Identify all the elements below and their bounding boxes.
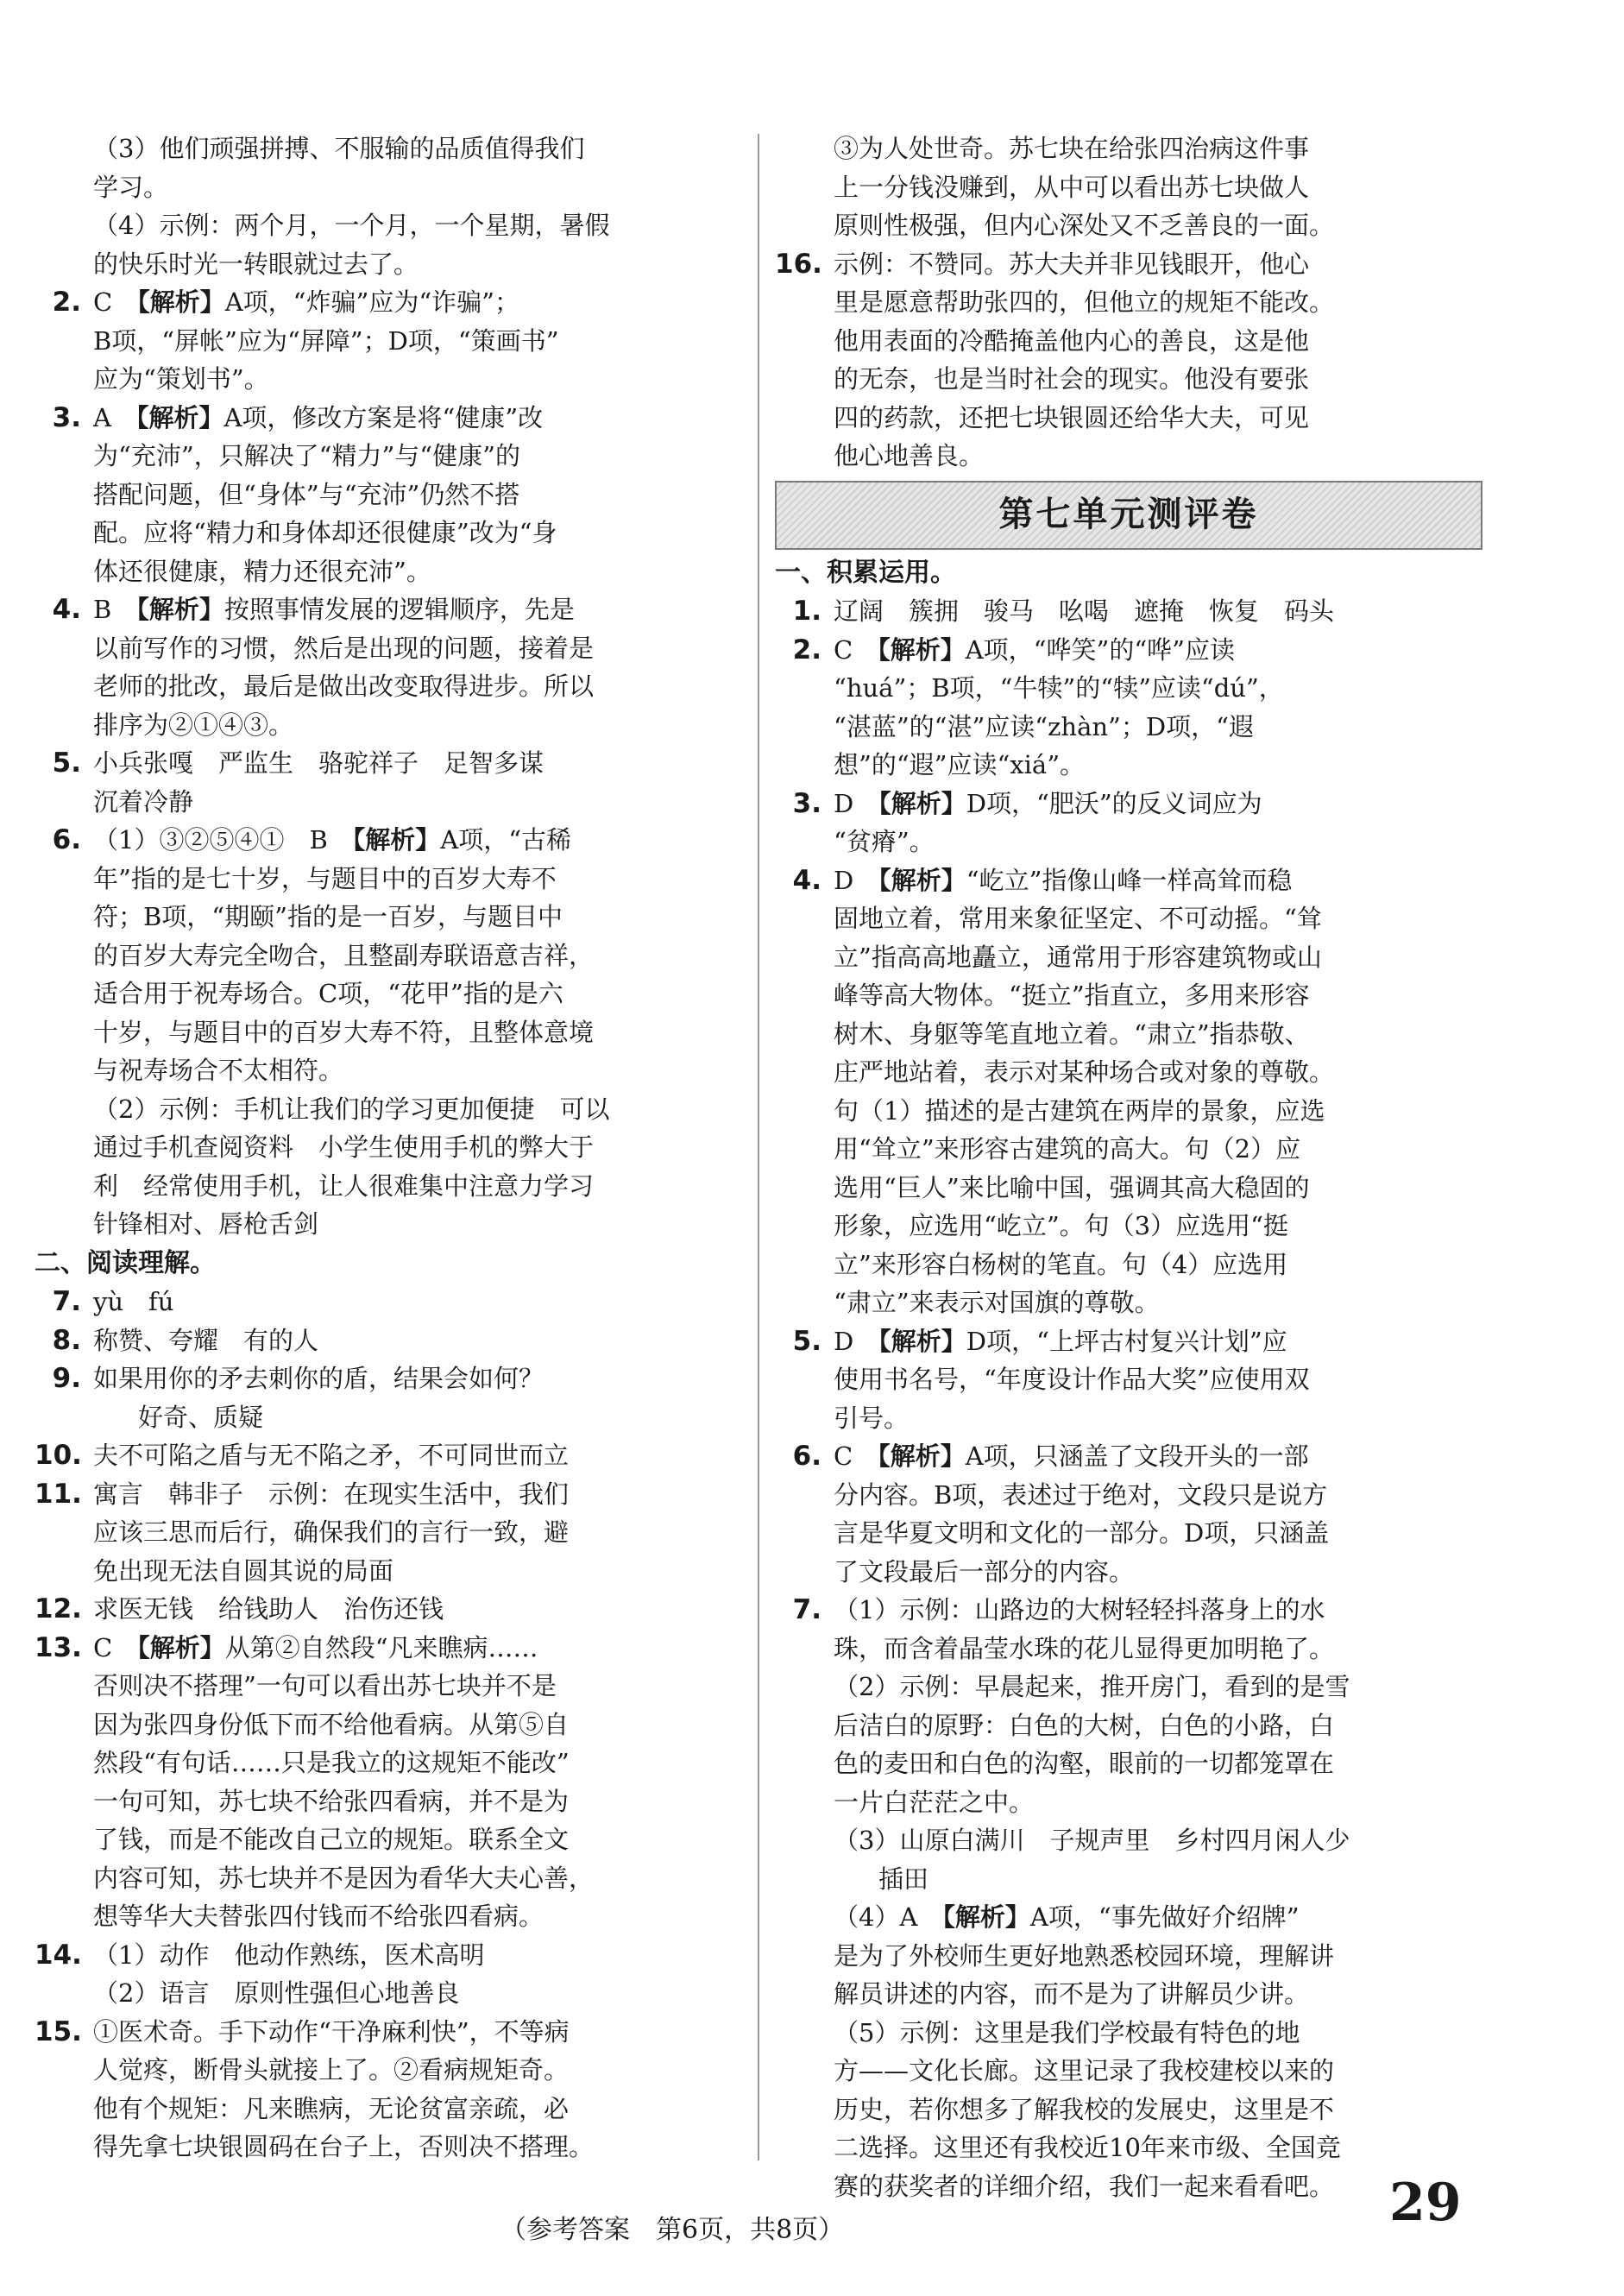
answer-text: 学习。 bbox=[93, 172, 169, 202]
answer-text: 为“充沛”，只解决了“精力”与“健康”的 bbox=[93, 441, 520, 470]
question-number: 12. bbox=[35, 1593, 82, 1624]
answer-line bbox=[35, 514, 751, 552]
answer-text: 年”指的是七十岁，与题目中的百岁大寿不 bbox=[93, 863, 557, 893]
answer-text: 分内容。B项，表述过于绝对，文段只是说方 bbox=[834, 1479, 1328, 1510]
answer-text: C 【解析】A项，只涵盖了文段开头的一部 bbox=[834, 1441, 1309, 1471]
answer-line bbox=[775, 1092, 1482, 1131]
answer-text: 一句可知，苏七块不给张四看病，并不是为 bbox=[93, 1786, 570, 1816]
section-heading bbox=[775, 553, 1482, 593]
answer-line bbox=[775, 746, 1482, 785]
answer-item bbox=[775, 1591, 1482, 1630]
answer-text: ①医术奇。手下动作“干净麻利快”，不等病 bbox=[93, 2016, 570, 2047]
answer-item bbox=[35, 2013, 751, 2052]
analysis-marker: 【解析】 bbox=[137, 287, 225, 317]
answer-line bbox=[35, 1051, 751, 1090]
question-number: 4. bbox=[792, 864, 821, 896]
answer-line bbox=[35, 168, 751, 207]
answer-line bbox=[775, 708, 1482, 747]
left-column bbox=[35, 129, 751, 2167]
answer-line bbox=[35, 783, 751, 822]
question-number: 8. bbox=[52, 1324, 81, 1356]
answer-text: 好奇、质疑 bbox=[138, 1402, 264, 1432]
answer-item bbox=[35, 1590, 751, 1629]
analysis-marker: 【解析】 bbox=[878, 865, 966, 895]
answer-text: 应为“策划书”。 bbox=[93, 364, 269, 394]
answer-text: 否则决不搭理”一句可以看出苏七块并不是 bbox=[93, 1671, 557, 1700]
answer-line bbox=[35, 1859, 751, 1898]
answer-text: （1）③②⑤④① B 【解析】A项，“古稀 bbox=[93, 825, 572, 855]
answer-line bbox=[35, 1974, 751, 2013]
answer-line bbox=[775, 1630, 1482, 1668]
question-number: 6. bbox=[52, 824, 81, 855]
answer-line bbox=[35, 1205, 751, 1244]
answer-line bbox=[775, 1207, 1482, 1246]
answer-text: 免出现无法自圆其说的局面 bbox=[93, 1555, 394, 1586]
answer-line bbox=[775, 2091, 1482, 2129]
answer-line bbox=[775, 1514, 1482, 1553]
answer-text: 称赞、夸耀 有的人 bbox=[93, 1325, 319, 1355]
answer-line bbox=[35, 1782, 751, 1821]
answer-text: 引号。 bbox=[834, 1403, 910, 1433]
answer-text: （2）示例：早晨起来，推开房门，看到的是雪 bbox=[834, 1672, 1350, 1701]
answer-line bbox=[775, 1360, 1482, 1399]
answer-line bbox=[775, 1246, 1482, 1284]
answer-text: 历史，若你想多了解我校的发展史，这里是不 bbox=[834, 2094, 1335, 2124]
answer-item bbox=[775, 592, 1482, 631]
question-number: 7. bbox=[792, 1594, 821, 1625]
answer-text: 言是华夏文明和文化的一部分。D项，只涵盖 bbox=[834, 1518, 1330, 1548]
answer-text: （4）示例：两个月，一个月，一个星期，暑假 bbox=[93, 211, 610, 240]
answer-line bbox=[35, 898, 751, 937]
answer-line bbox=[35, 1013, 751, 1052]
question-number: 11. bbox=[35, 1478, 82, 1510]
answer-text: B 【解析】按照事情发展的逻辑顺序，先是 bbox=[93, 595, 575, 624]
answer-line bbox=[775, 2129, 1482, 2167]
answer-item bbox=[35, 1936, 751, 1975]
question-number: 7. bbox=[52, 1286, 81, 1317]
answer-line bbox=[775, 1553, 1482, 1592]
answer-text: 符；B项，“期颐”指的是一百岁，与题目中 bbox=[93, 902, 563, 931]
answer-text: 四的药款，还把七块银圆还给华大夫，可见 bbox=[834, 402, 1310, 432]
answer-text: D 【解析】D项，“肥沃”的反义词应为 bbox=[834, 788, 1262, 818]
answer-line bbox=[775, 1860, 1482, 1899]
answer-item bbox=[35, 1359, 751, 1398]
answer-line bbox=[775, 938, 1482, 977]
answer-line bbox=[775, 1399, 1482, 1438]
right-column bbox=[775, 129, 1482, 2205]
answer-line bbox=[35, 1897, 751, 1936]
right-column-continued-answers bbox=[775, 129, 1482, 476]
answer-line bbox=[35, 1167, 751, 1206]
answer-text: 固地立着，常用来象征坚定、不可动摇。“耸 bbox=[834, 904, 1322, 933]
answer-line bbox=[775, 206, 1482, 245]
analysis-marker: 【解析】 bbox=[878, 1326, 966, 1356]
answer-line bbox=[775, 129, 1482, 168]
answer-text: 内容可知，苏七块并不是因为看华大夫心善， bbox=[93, 1863, 595, 1893]
answer-line bbox=[775, 1668, 1482, 1706]
analysis-marker: 【解析】 bbox=[135, 402, 224, 432]
answer-text: 想等华大夫替张四付钱而不给张四看病。 bbox=[93, 1902, 544, 1931]
answer-item bbox=[775, 1322, 1482, 1361]
answer-text: 然段“有句话……只是我立的这规矩不能改” bbox=[93, 1748, 570, 1777]
answer-text: D 【解析】D项，“上坪古村复兴计划”应 bbox=[834, 1326, 1287, 1356]
answer-line bbox=[35, 245, 751, 284]
answer-line bbox=[35, 667, 751, 706]
answer-text: 的无奈，也是当时社会的现实。他没有要张 bbox=[834, 364, 1310, 394]
answer-line bbox=[35, 2128, 751, 2167]
answer-text: 通过手机查阅资料 小学生使用手机的弊大于 bbox=[93, 1132, 595, 1162]
answer-line bbox=[35, 322, 751, 361]
answer-text: 人觉疼，断骨头就接上了。②看病规矩奇。 bbox=[93, 2055, 570, 2085]
unit-banner bbox=[775, 481, 1482, 550]
answer-line bbox=[35, 437, 751, 476]
answer-line bbox=[35, 2051, 751, 2090]
answer-text: 形象，应选用“屹立”。句（3）应选用“挺 bbox=[834, 1211, 1288, 1240]
answer-text: 原则性极强，但内心深处又不乏善良的一面。 bbox=[834, 211, 1335, 240]
answer-text: 是为了外校师生更好地熟悉校园环境，理解讲 bbox=[834, 1940, 1335, 1971]
answer-text: 老师的批改，最后是做出改变取得进步。所以 bbox=[93, 672, 595, 701]
answer-item bbox=[775, 861, 1482, 900]
answer-text: 得先拿七块银圆码在台子上，否则决不搭理。 bbox=[93, 2132, 595, 2161]
answer-text: （4）A 【解析】A项，“事先做好介绍牌” bbox=[834, 1902, 1300, 1932]
question-number: 3. bbox=[52, 401, 81, 433]
answer-text: （2）语言 原则性强但心地善良 bbox=[93, 1978, 460, 2008]
answer-text: 上一分钱没赚到，从中可以看出苏七块做人 bbox=[834, 172, 1310, 202]
analysis-marker: 【解析】 bbox=[137, 1632, 225, 1662]
answer-item bbox=[35, 744, 751, 783]
answer-text: A 【解析】A项，修改方案是将“健康”改 bbox=[93, 402, 544, 432]
answer-text: 赛的获奖者的详细介绍，我们一起来看看吧。 bbox=[834, 2171, 1335, 2201]
section-heading-text: 一、积累运用。 bbox=[775, 557, 956, 588]
answer-line bbox=[775, 1476, 1482, 1515]
answer-text: 配。应将“精力和身体却还很健康”改为“身 bbox=[93, 518, 557, 547]
answer-line bbox=[35, 360, 751, 399]
answer-line bbox=[775, 1169, 1482, 1208]
answer-text: 以前写作的习惯，然后是出现的问题，接着是 bbox=[93, 633, 595, 663]
answer-text: 方——文化长廊。这里记录了我校建校以来的 bbox=[834, 2056, 1335, 2085]
question-number: 2. bbox=[792, 634, 821, 665]
answer-item bbox=[35, 1321, 751, 1360]
answer-text: 庄严地站着，表示对某种场合或对象的尊敬。 bbox=[834, 1057, 1335, 1087]
answer-line bbox=[35, 975, 751, 1013]
answer-text: 示例：不赞同。苏大夫并非见钱眼开，他心 bbox=[834, 249, 1310, 279]
answer-line bbox=[775, 437, 1482, 476]
answer-text: 的快乐时光一转眼就过去了。 bbox=[93, 249, 419, 279]
answer-text: 后洁白的原野：白色的大树，白色的小路，白 bbox=[834, 1710, 1335, 1740]
answer-text: 了文段最后一部分的内容。 bbox=[834, 1556, 1135, 1586]
answer-line bbox=[775, 2014, 1482, 2053]
answer-line bbox=[35, 937, 751, 975]
answer-item bbox=[35, 283, 751, 322]
answer-text: 夫不可陷之盾与无不陷之矛，不可同世而立 bbox=[93, 1441, 570, 1470]
answer-text: 的百岁大寿完全吻合，且整副寿联语意吉祥， bbox=[93, 940, 595, 970]
answer-text: （1）示例：山路边的大树轻轻抖落身上的水 bbox=[834, 1595, 1325, 1624]
column-divider bbox=[758, 134, 759, 2160]
analysis-marker: 【解析】 bbox=[136, 595, 224, 624]
answer-text: 使用书名号，“年度设计作品大奖”应使用双 bbox=[834, 1365, 1310, 1394]
answer-text: ③为人处世奇。苏七块在给张四治病这件事 bbox=[834, 134, 1310, 163]
answer-text: 解员讲述的内容，而不是为了讲解员少讲。 bbox=[834, 1979, 1310, 2009]
question-number: 14. bbox=[35, 1939, 82, 1971]
question-number: 10. bbox=[35, 1440, 82, 1471]
answer-line bbox=[775, 1744, 1482, 1783]
answer-line bbox=[775, 669, 1482, 708]
answer-text: 树木、身躯等笔直地立着。“肃立”指恭敬、 bbox=[834, 1019, 1310, 1049]
answer-text: “肃立”来表示对国旗的尊敬。 bbox=[834, 1288, 1160, 1317]
answer-text: C 【解析】从第②自然段“凡来瞧病…… bbox=[93, 1632, 538, 1662]
answer-text: 沉着冷静 bbox=[93, 786, 194, 817]
answer-item bbox=[775, 1437, 1482, 1476]
answer-line bbox=[775, 1898, 1482, 1937]
answer-text: “贫瘠”。 bbox=[834, 827, 935, 856]
answer-text: 二选择。这里还有我校近10年来市级、全国竞 bbox=[834, 2133, 1341, 2162]
answer-line bbox=[775, 1053, 1482, 1092]
question-number: 3. bbox=[792, 787, 821, 819]
answer-line bbox=[35, 2090, 751, 2129]
answer-line bbox=[775, 1937, 1482, 1976]
answer-line bbox=[35, 1513, 751, 1552]
answer-line bbox=[775, 1706, 1482, 1745]
answer-text: （1）动作 他动作熟练，医术高明 bbox=[93, 1940, 485, 1970]
answer-line bbox=[35, 629, 751, 668]
answer-text: 与祝寿场合不太相符。 bbox=[93, 1056, 344, 1085]
answer-item bbox=[35, 1436, 751, 1475]
answer-text: 峰等高大物体。“挺立”指直立，多用来形容 bbox=[834, 981, 1310, 1010]
answer-line bbox=[775, 823, 1482, 861]
page-number: 29 bbox=[1389, 2173, 1462, 2233]
answer-text: 句（1）描述的是古建筑在两岸的景象，应选 bbox=[834, 1095, 1325, 1126]
analysis-marker: 【解析】 bbox=[352, 825, 441, 855]
answer-text: 他有个规矩：凡来瞧病，无论贫富亲疏，必 bbox=[93, 2093, 570, 2123]
analysis-marker: 【解析】 bbox=[878, 1441, 966, 1471]
answer-item bbox=[775, 245, 1482, 284]
answer-text: 他心地善良。 bbox=[834, 441, 985, 470]
answer-line bbox=[775, 283, 1482, 322]
question-number: 15. bbox=[35, 2015, 82, 2047]
answer-text: 因为张四身份低下而不给他看病。从第⑤自 bbox=[93, 1709, 570, 1739]
answer-text: 求医无钱 给钱助人 治伤还钱 bbox=[93, 1594, 444, 1624]
answer-text: 色的麦田和白色的沟壑，眼前的一切都笼罩在 bbox=[834, 1749, 1335, 1778]
question-number: 2. bbox=[52, 287, 81, 318]
question-number: 9. bbox=[52, 1363, 81, 1394]
section-heading bbox=[35, 1244, 751, 1284]
answer-item bbox=[35, 399, 751, 438]
answer-line bbox=[775, 399, 1482, 438]
answer-text: 排序为②①④③。 bbox=[93, 710, 294, 740]
answer-line bbox=[775, 168, 1482, 207]
answer-line bbox=[35, 206, 751, 245]
answer-item bbox=[35, 1629, 751, 1668]
answer-line bbox=[35, 1744, 751, 1782]
question-number: 5. bbox=[792, 1325, 821, 1357]
answer-text: 插田 bbox=[878, 1864, 929, 1894]
answer-text: 寓言 韩非子 示例：在现实生活中，我们 bbox=[93, 1479, 570, 1509]
unit-title: 第七单元测评卷 bbox=[998, 495, 1259, 535]
answer-line bbox=[35, 1552, 751, 1591]
answer-text: 应该三思而后行，确保我们的言行一致，避 bbox=[93, 1517, 570, 1547]
answer-text: 立”来形容白杨树的笔直。句（4）应选用 bbox=[834, 1249, 1288, 1279]
answer-line bbox=[775, 1130, 1482, 1169]
answer-text: B项，“屏帐”应为“屏障”；D项，“策画书” bbox=[93, 325, 559, 356]
question-number: 16. bbox=[775, 248, 822, 280]
answer-line bbox=[775, 2052, 1482, 2091]
answer-text: 立”指高高地矗立，通常用于形容建筑物或山 bbox=[834, 942, 1322, 972]
answer-line bbox=[775, 1975, 1482, 2014]
page-footer: （参考答案 第6页，共8页） bbox=[500, 2215, 845, 2245]
question-number: 1. bbox=[792, 596, 821, 627]
answer-line bbox=[775, 1821, 1482, 1860]
answer-text: （3）他们顽强拼搏、不服输的品质值得我们 bbox=[93, 134, 585, 163]
answer-line bbox=[775, 1015, 1482, 1054]
answer-item bbox=[35, 821, 751, 860]
answer-text: C 【解析】A项，“炸骗”应为“诈骗”； bbox=[93, 287, 519, 317]
answer-line bbox=[775, 976, 1482, 1015]
answer-text: 针锋相对、唇枪舌剑 bbox=[93, 1209, 319, 1239]
answer-text: 小兵张嘎 严监生 骆驼祥子 足智多谋 bbox=[93, 748, 544, 778]
answer-text: 一片白茫茫之中。 bbox=[834, 1787, 1035, 1817]
answer-line bbox=[35, 1398, 751, 1437]
answer-text: 十岁，与题目中的百岁大寿不符，且整体意境 bbox=[93, 1017, 595, 1047]
answer-text: 搭配问题，但“身体”与“充沛”仍然不搭 bbox=[93, 479, 520, 509]
answer-line bbox=[775, 899, 1482, 938]
answer-text: C 【解析】A项，“哗笑”的“哗”应读 bbox=[834, 634, 1235, 665]
answer-line bbox=[35, 1128, 751, 1167]
answer-text: 他用表面的冷酷掩盖他内心的善良，这是他 bbox=[834, 325, 1310, 356]
answer-text: 利 经常使用手机，让人很难集中注意力学习 bbox=[93, 1170, 595, 1201]
answer-item bbox=[35, 1283, 751, 1321]
answer-text: （3）山原白满川 子规声里 乡村四月闲人少 bbox=[834, 1826, 1350, 1855]
answer-text: 体还很健康，精力还很充沛”。 bbox=[93, 556, 431, 586]
answer-text: 用“耸立”来形容古建筑的高大。句（2）应 bbox=[834, 1134, 1301, 1164]
answer-text: 想”的“遐”应读“xiá”。 bbox=[834, 750, 1086, 779]
question-number: 13. bbox=[35, 1631, 82, 1663]
answer-line bbox=[35, 1820, 751, 1859]
answer-text: yù fú bbox=[93, 1287, 174, 1316]
section-heading-text: 二、阅读理解。 bbox=[35, 1247, 216, 1278]
answer-line bbox=[775, 2167, 1482, 2206]
analysis-marker: 【解析】 bbox=[878, 788, 966, 818]
answer-text: 选用“巨人”来比喻中国，强调其高大稳固的 bbox=[834, 1172, 1310, 1202]
analysis-marker: 【解析】 bbox=[878, 634, 966, 665]
analysis-marker: 【解析】 bbox=[942, 1902, 1030, 1932]
answer-line bbox=[35, 476, 751, 514]
answer-text: “huá”；B项，“牛犊”的“犊”应读“dú”， bbox=[834, 673, 1284, 703]
answer-text: 辽阔 簇拥 骏马 吆喝 遮掩 恢复 码头 bbox=[834, 596, 1335, 626]
answer-text: （5）示例：这里是我们学校最有特色的地 bbox=[834, 2017, 1300, 2047]
answer-line bbox=[775, 360, 1482, 399]
answer-text: 里是愿意帮助张四的，但他立的规矩不能改。 bbox=[834, 287, 1335, 317]
answer-line bbox=[35, 706, 751, 745]
answer-text: （2）示例：手机让我们的学习更加便捷 可以 bbox=[93, 1094, 610, 1124]
answer-text: 珠，而含着晶莹水珠的花儿显得更加明艳了。 bbox=[834, 1633, 1335, 1663]
answer-text: 适合用于祝寿场合。C项，“花甲”指的是六 bbox=[93, 979, 563, 1008]
answer-line bbox=[35, 1706, 751, 1744]
answer-text: “湛蓝”的“湛”应读“zhàn”；D项，“遐 bbox=[834, 711, 1254, 741]
answer-line bbox=[775, 1783, 1482, 1822]
question-number: 5. bbox=[52, 747, 81, 779]
answer-text: 如果用你的矛去刺你的盾，结果会如何？ bbox=[93, 1364, 544, 1393]
answer-line bbox=[35, 129, 751, 168]
answer-line bbox=[775, 1284, 1482, 1322]
question-number: 4. bbox=[52, 594, 81, 625]
answer-text: D 【解析】“屹立”指像山峰一样高耸而稳 bbox=[834, 865, 1293, 895]
answer-item bbox=[775, 631, 1482, 670]
answer-item bbox=[775, 785, 1482, 823]
answer-line bbox=[35, 860, 751, 899]
answer-line bbox=[35, 1667, 751, 1706]
answer-text: 了钱，而是不能改自己立的规矩。联系全文 bbox=[93, 1825, 570, 1854]
answer-line bbox=[35, 1090, 751, 1129]
answer-item bbox=[35, 590, 751, 629]
answer-line bbox=[775, 322, 1482, 361]
question-number: 6. bbox=[792, 1441, 821, 1472]
unit-seven-answers bbox=[775, 553, 1482, 2206]
answer-line bbox=[35, 552, 751, 591]
answer-item bbox=[35, 1475, 751, 1514]
